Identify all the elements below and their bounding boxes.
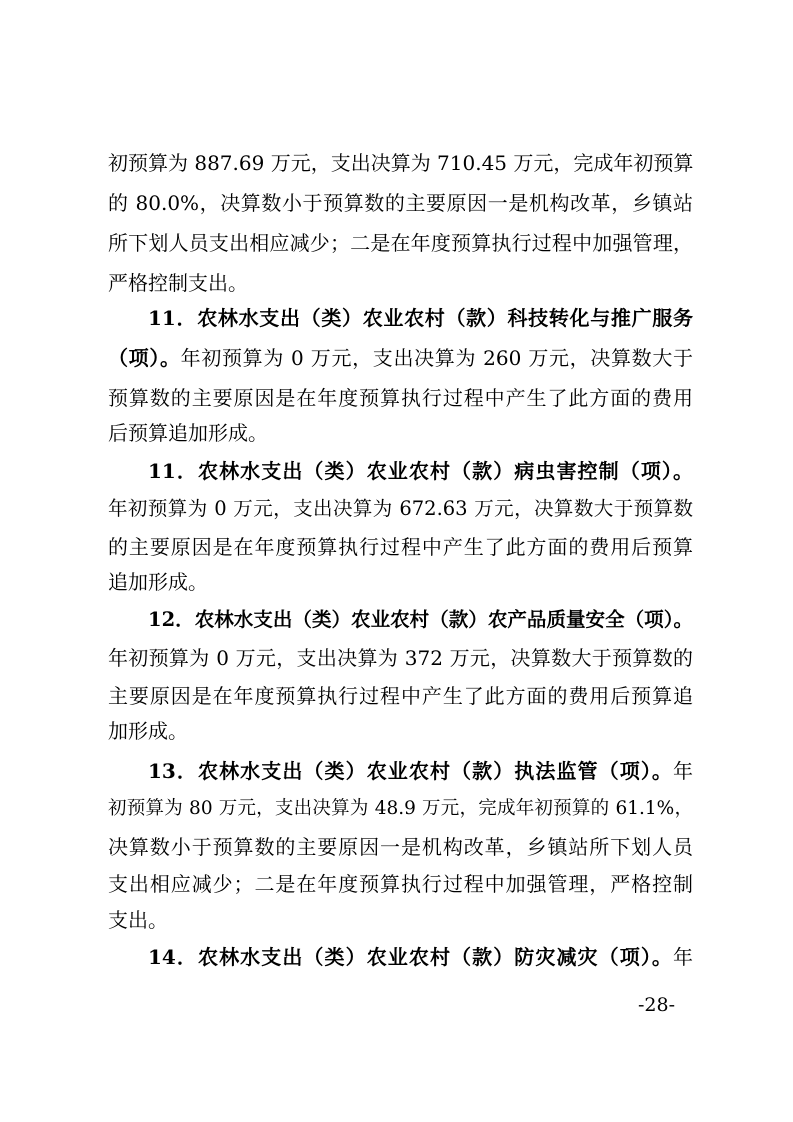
- text-line: 决算数小于预算数的主要原因一是机构改革，乡镇站所下划人员: [108, 835, 693, 859]
- text-line: 主要原因是在年度预算执行过程中产生了此方面的费用后预算追: [108, 684, 693, 708]
- text-line: 支出。: [108, 908, 168, 932]
- section-heading: 11．农林水支出（类）农业农村（款）病虫害控制（项）。: [148, 459, 693, 483]
- text-line: 年初预算为 0 万元，支出决算为 372 万元，决算数大于预算数的: [108, 646, 693, 670]
- text-line: 支出相应减少；二是在年度预算执行过程中加强管理，严格控制: [108, 872, 693, 896]
- text-line: 年初预算为 0 万元，支出决算为 672.63 万元，决算数大于预算数: [108, 497, 693, 520]
- text-line: 加形成。: [108, 719, 188, 743]
- text-line: 所下划人员支出相应减少；二是在年度预算执行过程中加强管理，: [108, 231, 693, 255]
- page-number: -28-: [638, 994, 676, 1016]
- text-line: 初预算为 887.69 万元，支出决算为 710.45 万元，完成年初预算: [108, 151, 694, 175]
- text-line: 后预算追加形成。: [108, 421, 268, 445]
- section-heading: 12．农林水支出（类）农业农村（款）农产品质量安全（项）。: [148, 608, 693, 631]
- text-line: 预算数的主要原因是在年度预算执行过程中产生了此方面的费用: [108, 386, 693, 410]
- section-heading: 11．农林水支出（类）农业农村（款）科技转化与推广服务: [148, 306, 693, 330]
- text-line: 严格控制支出。: [108, 271, 248, 295]
- text-line: 追加形成。: [108, 570, 208, 594]
- section-heading: 14．农林水支出（类）农业农村（款）防灾减灾（项）。年: [148, 945, 693, 969]
- section-heading: 13．农林水支出（类）农业农村（款）执法监管（项）。年: [148, 759, 693, 783]
- text-line: （项）。年初预算为 0 万元，支出决算为 260 万元，决算数大于: [108, 346, 694, 370]
- text-line: 初预算为 80 万元，支出决算为 48.9 万元，完成年初预算的 61.1%，: [108, 798, 693, 819]
- text-line: 的主要原因是在年度预算执行过程中产生了此方面的费用后预算: [108, 535, 693, 559]
- text-line: 的 80.0%，决算数小于预算数的主要原因一是机构改革，乡镇站: [108, 191, 693, 215]
